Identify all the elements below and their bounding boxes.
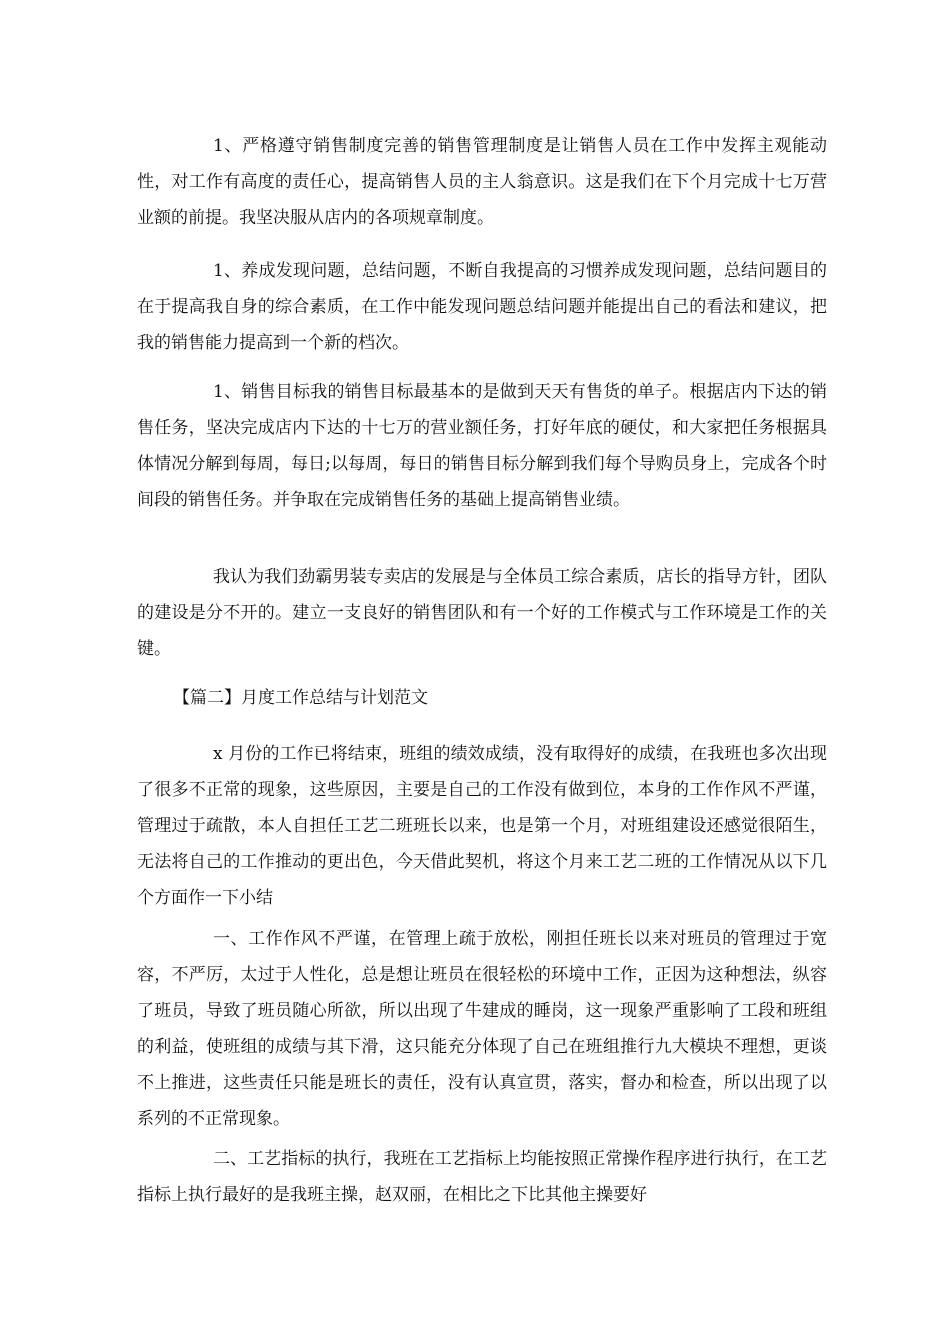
section-heading: 【篇二】月度工作总结与计划范文	[173, 688, 428, 708]
paragraph-find-problems: 1、养成发现问题，总结问题，不断自我提高的习惯养成发现问题，总结问题目的在于提高我自身的综合素质，在工作中能发现问题总结问题并能提出自己的看法和建议，把我的销售能力提高到一个新的档次。	[137, 261, 827, 353]
paragraph-process-indicators: 二、工艺指标的执行，我班在工艺指标上均能按照正常操作程序进行执行，在工艺指标上执行最好的是我班主操，赵双丽，在相比之下比其他主操要好	[137, 1149, 827, 1205]
paragraph-sales-rules: 1、严格遵守销售制度完善的销售管理制度是让销售人员在工作中发挥主观能动性，对工作有高度的责任心，提高销售人员的主人翁意识。这是我们在下个月完成十七万营业额的前提。我坚决服从店内的各项规章制度。	[137, 136, 827, 228]
paragraph-month-summary: x 月份的工作已将结束，班组的绩效成绩，没有取得好的成绩，在我班也多次出现了很多不正常的现象，这些原因，主要是自己的工作没有做到位，本身的工作作风不严谨，管理过于疏散，本人自担任工艺二班班长以来，也是第一个月，对班组建设还感觉很陌生，无法将自己的工作推动的更出色，今天借此契机，将这个月来工艺二班的工作情况从以下几个方面作一下小结	[137, 744, 827, 908]
paragraph-sales-target: 1、销售目标我的销售目标最基本的是做到天天有售货的单子。根据店内下达的销售任务，坚决完成店内下达的十七万的营业额任务，打好年底的硬仗，和大家把任务根据具体情况分解到每周，每日;以每周，每日的销售目标分解到我们每个导购员身上，完成各个时间段的销售任务。并争取在完成销售任务的基础上提高销售业绩。	[137, 382, 827, 510]
paragraph-work-style: 一、工作作风不严谨，在管理上疏于放松，刚担任班长以来对班员的管理过于宽容，不严厉，太过于人性化，总是想让班员在很轻松的环境中工作，正因为这种想法，纵容了班员，导致了班员随心所欲，所以出现了牛建成的睡岗，这一现象严重影响了工段和班组的利益，使班组的成绩与其下滑，这只能充分体现了自己在班组推行九大模块不理想，更谈不上推进，这些责任只能是班长的责任，没有认真宣贯，落实，督办和检查，所以出现了以系列的不正常现象。	[137, 929, 827, 1129]
paragraph-team-building: 我认为我们劲霸男装专卖店的发展是与全体员工综合素质，店长的指导方针，团队的建设是分不开的。建立一支良好的销售团队和有一个好的工作模式与工作环境是工作的关键。	[137, 567, 827, 659]
